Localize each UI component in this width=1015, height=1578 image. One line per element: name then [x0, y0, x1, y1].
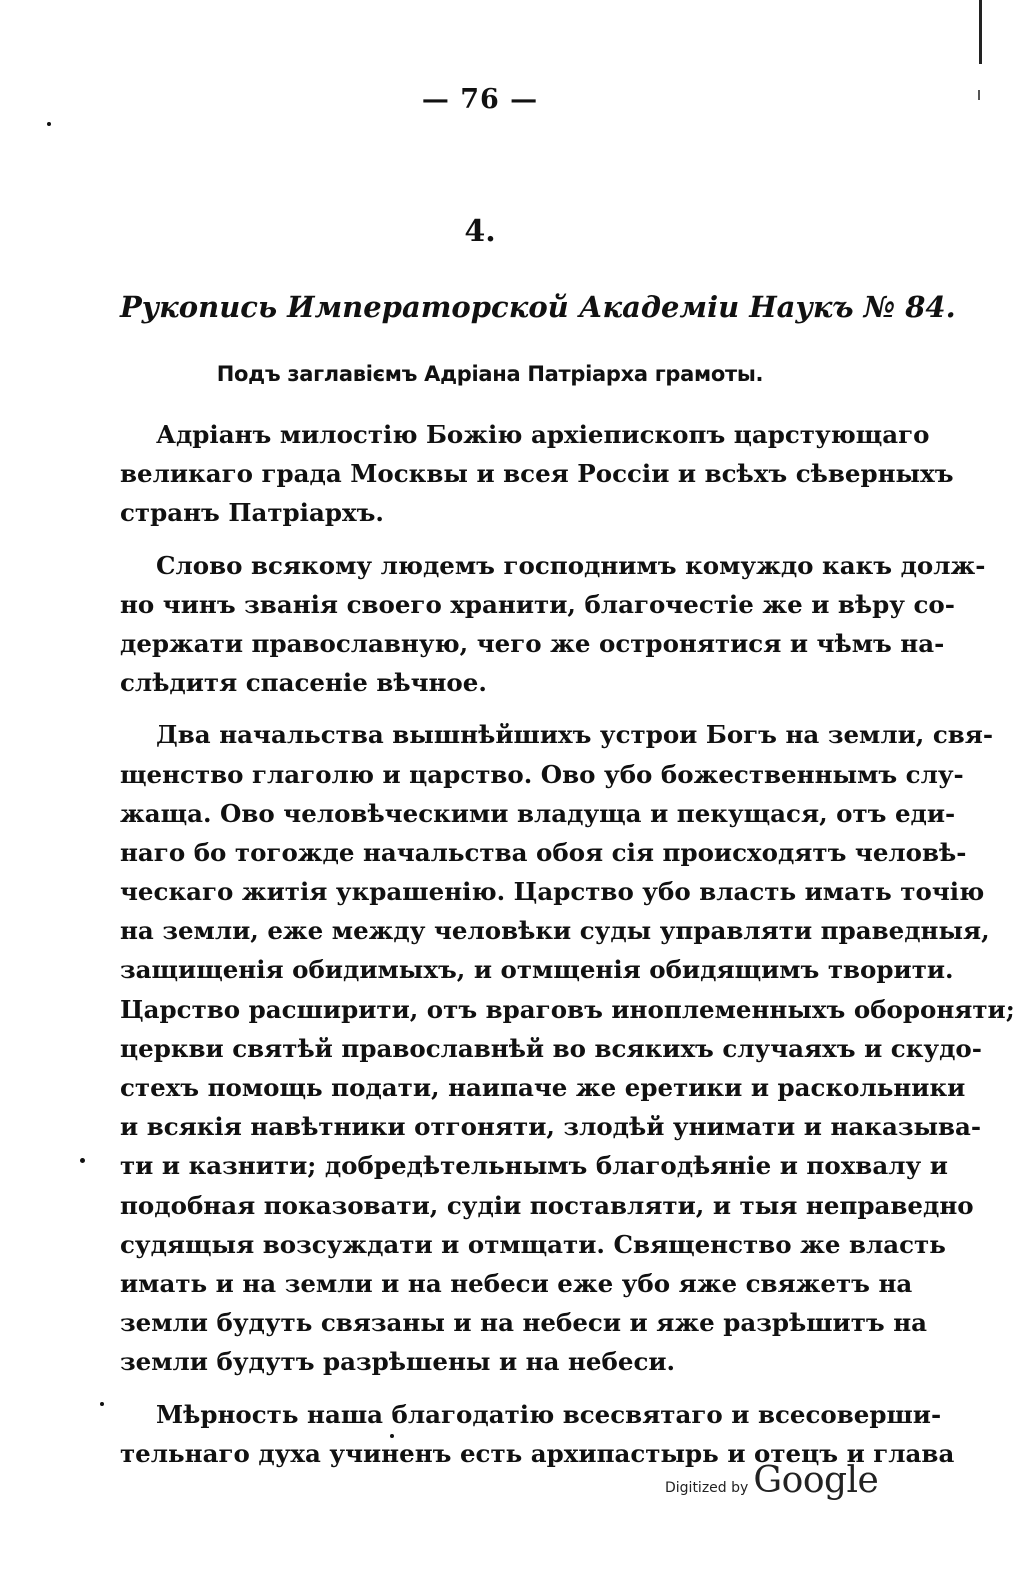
text-line: на земли, еже между человѣки суды управляти праведныя, — [120, 916, 990, 946]
text-line: подобная показовати, судіи поставляти, и тыя неправедно — [120, 1190, 974, 1220]
google-logo: Google — [753, 1460, 879, 1501]
document-subheading: Подъ заглавіємъ Адріана Патріарха грамоты. — [216, 362, 764, 386]
text-line: земли будуть связаны и на небеси и яже разрѣшитъ на — [120, 1308, 928, 1338]
text-line: судящыя возсуждати и отмщати. Священство же власть — [120, 1229, 946, 1259]
text-line: Царство расширити, отъ враговъ иноплеменныхъ обороняти; — [120, 994, 1015, 1024]
text-line: великаго града Москвы и всея Россіи и всѣхъ сѣверныхъ — [120, 459, 954, 489]
section-number: 4. — [464, 214, 496, 249]
paragraph-3 — [120, 715, 1015, 1381]
paragraph-2 — [120, 546, 986, 703]
scan-speck — [47, 122, 51, 126]
page-number: — 76 — — [421, 84, 539, 115]
watermark-prefix: Digitized by — [665, 1480, 749, 1496]
text-line: Слово всякому людемъ господнимъ комуждо какъ долж- — [156, 550, 986, 580]
google-digitized-watermark — [665, 1460, 885, 1510]
text-line: Мѣрность наша благодатію всесвятаго и всесоверши- — [156, 1399, 942, 1429]
text-line: имать и на земли и на небеси еже убо яже свяжетъ на — [120, 1268, 913, 1298]
text-line: наго бо тогожде начальства обоя сія происходятъ человѣ- — [120, 837, 967, 867]
text-line: защищенія обидимыхъ, и отмщенія обидящимъ творити. — [120, 955, 954, 985]
text-line: церкви святѣй православнѣй во всякихъ случаяхъ и скудо- — [120, 1033, 982, 1063]
text-line: ти и казнити; добредѣтельнымъ благодѣяніе и похвалу и — [120, 1151, 948, 1181]
text-line: держати православную, чего же остронятися и чѣмъ на- — [120, 628, 945, 658]
text-line: странъ Патріархъ. — [120, 498, 384, 528]
paragraph-1 — [120, 415, 954, 533]
scan-edge-mark — [979, 0, 982, 64]
scan-speck — [100, 1402, 104, 1406]
body-text — [120, 415, 1015, 1486]
manuscript-heading: Рукопись Императорской Академіи Наукъ № 84. — [120, 290, 956, 324]
scan-edge-mark-small — [978, 90, 980, 100]
text-line: Адріанъ милостію Божію архіепископъ царстующаго — [156, 420, 930, 449]
text-line: ческаго житія украшенію. Царство убо власть имать точію — [120, 877, 985, 907]
text-line: жаща. Ово человѣческими владуща и пекущася, отъ еди- — [120, 798, 956, 828]
text-line: стехъ помощь подати, наипаче же еретики и раскольники — [120, 1073, 966, 1102]
scan-speck — [390, 1434, 394, 1438]
text-line: Два начальства вышнѣйшихъ устрои Богъ на земли, свя- — [156, 720, 994, 750]
text-line: и всякія навѣтники отгоняти, злодѣй унимати и наказыва- — [120, 1112, 982, 1142]
text-line: тельнаго духа учиненъ есть архипастырь и отецъ и глава — [120, 1438, 955, 1468]
text-line: слѣдитя спасеніе вѣчное. — [120, 668, 487, 698]
scan-speck — [80, 1158, 85, 1163]
text-line: щенство глаголю и царство. Ово убо божественнымъ слу- — [120, 759, 964, 789]
text-line: земли будутъ разрѣшены и на небеси. — [120, 1347, 676, 1377]
text-line: но чинъ званія своего хранити, благочестіе же и вѣру со- — [120, 589, 955, 619]
